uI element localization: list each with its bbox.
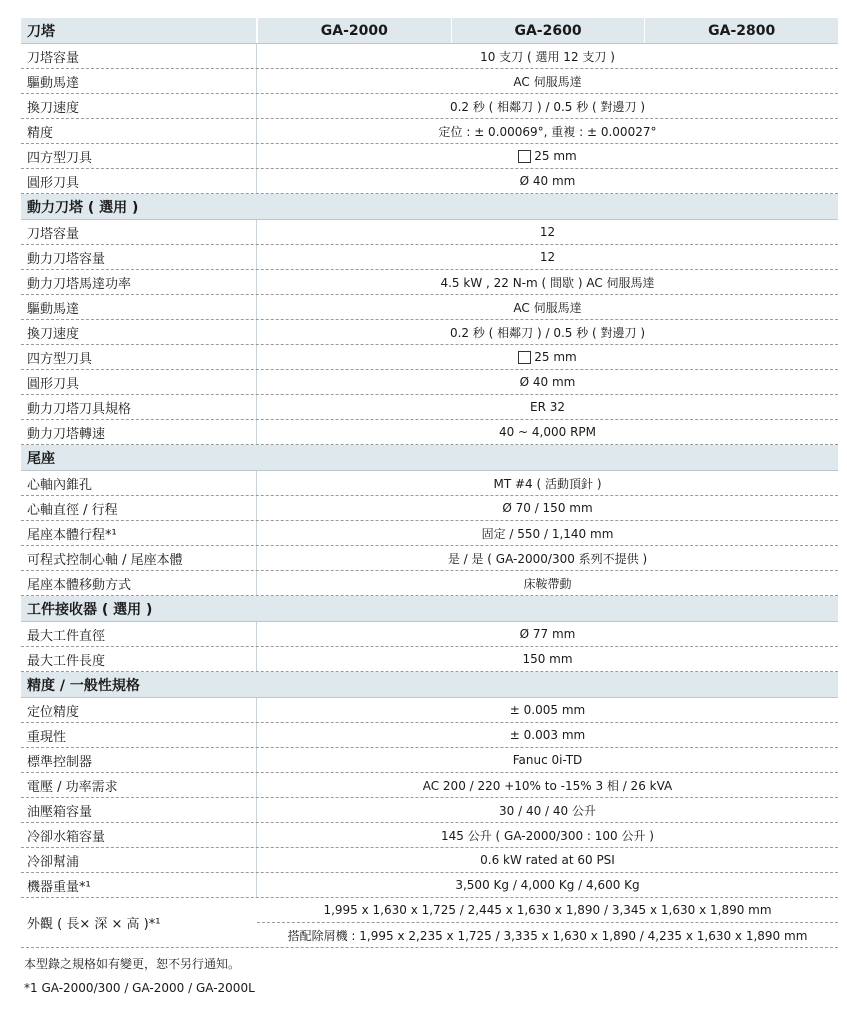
row-label: 圓形刀具 [21, 169, 257, 193]
table-row [21, 773, 838, 798]
row-value-text: Ø 77 mm [519, 627, 576, 641]
row-value-text: 150 mm [522, 652, 573, 666]
row-value-text: 40 ~ 4,000 RPM [498, 425, 597, 439]
row-value [257, 144, 838, 168]
table-row [21, 144, 838, 169]
table-header [21, 18, 838, 44]
row-label: 動力刀塔刀具規格 [21, 395, 257, 419]
row-label: 動力刀塔轉速 [21, 420, 257, 444]
row-value [257, 622, 838, 646]
table-row [21, 798, 838, 823]
row-label: 尾座本體移動方式 [21, 571, 257, 595]
section-header [21, 672, 838, 698]
row-value [257, 370, 838, 394]
row-label: 冷卻水箱容量 [21, 823, 257, 847]
row-value [257, 798, 838, 822]
row-value [257, 270, 838, 294]
row-value-text: 床鞍帶動 [523, 576, 572, 591]
row-value [257, 69, 838, 93]
square-icon [518, 351, 531, 364]
table-row [21, 546, 838, 571]
row-value-text: AC 伺服馬達 [513, 74, 582, 89]
row-value-text: Ø 40 mm [519, 174, 576, 188]
table-row [21, 698, 838, 723]
table-body [21, 44, 838, 898]
table-row [21, 320, 838, 345]
row-value [257, 345, 838, 369]
row-value-text: 30 / 40 / 40 公升 [499, 803, 596, 818]
table-row [21, 345, 838, 370]
model-ga-2800: GA-2800 [644, 18, 838, 43]
footnotes [24, 952, 255, 1000]
row-value-text: Ø 70 / 150 mm [502, 501, 593, 515]
section-header [21, 445, 838, 471]
row-label: 刀塔容量 [21, 44, 257, 68]
row-value-text: 定位 : ± 0.00069°, 重複 : ± 0.00027° [438, 124, 657, 139]
row-label: 尾座本體行程*¹ [21, 521, 257, 545]
row-label: 換刀速度 [21, 320, 257, 344]
section-header [21, 596, 838, 622]
table-row [21, 220, 838, 245]
row-label: 電壓 / 功率需求 [21, 773, 257, 797]
row-value-text: 12 [539, 250, 556, 264]
row-value [257, 94, 838, 118]
row-label: 驅動馬達 [21, 295, 257, 319]
appearance-row [21, 898, 838, 948]
table-row [21, 496, 838, 521]
row-value [257, 698, 838, 722]
row-value-text: 4.5 kW , 22 N-m ( 間歇 ) AC 伺服馬達 [440, 275, 655, 290]
table-row [21, 748, 838, 773]
section-header [21, 194, 838, 220]
row-value [257, 44, 838, 68]
table-row [21, 420, 838, 445]
table-row [21, 395, 838, 420]
row-label: 標準控制器 [21, 748, 257, 772]
row-value [257, 723, 838, 747]
row-value [257, 823, 838, 847]
table-row [21, 521, 838, 546]
row-value-text: AC 200 / 220 +10% to -15% 3 相 / 26 kVA [422, 778, 673, 793]
row-value-text: 25 mm [534, 149, 577, 163]
row-value-text: ± 0.003 mm [509, 728, 586, 742]
row-label: 最大工件直徑 [21, 622, 257, 646]
table-row [21, 471, 838, 496]
row-value [257, 471, 838, 495]
row-value [257, 320, 838, 344]
row-value-text: ± 0.005 mm [509, 703, 586, 717]
row-value [257, 220, 838, 244]
table-row [21, 723, 838, 748]
table-row [21, 94, 838, 119]
row-value-text: 0.2 秒 ( 相鄰刀 ) / 0.5 秒 ( 對邊刀 ) [449, 325, 646, 340]
model-ga-2000: GA-2000 [257, 18, 451, 43]
row-value-text: AC 伺服馬達 [513, 300, 582, 315]
square-icon [518, 150, 531, 163]
row-label: 定位精度 [21, 698, 257, 722]
header-label: 刀塔 [21, 18, 257, 43]
row-value [257, 169, 838, 193]
row-value-text: 12 [539, 225, 556, 239]
row-label: 心軸直徑 / 行程 [21, 496, 257, 520]
row-value-text: Ø 40 mm [519, 375, 576, 389]
footnote-model-list: *1 GA-2000/300 / GA-2000 / GA-2000L [24, 981, 255, 995]
table-row [21, 848, 838, 873]
row-label: 冷卻幫浦 [21, 848, 257, 872]
row-label: 四方型刀具 [21, 144, 257, 168]
row-label: 動力刀塔容量 [21, 245, 257, 269]
table-row [21, 44, 838, 69]
row-value [257, 748, 838, 772]
row-label: 機器重量*¹ [21, 873, 257, 897]
row-label: 重現性 [21, 723, 257, 747]
row-value [257, 647, 838, 671]
table-row [21, 647, 838, 672]
row-value [257, 873, 838, 897]
row-label: 心軸內錐孔 [21, 471, 257, 495]
table-row [21, 823, 838, 848]
appearance-line-1: 1,995 x 1,630 x 1,725 / 2,445 x 1,630 x 1,890 / 3,345 x 1,630 x 1,890 mm [257, 898, 838, 923]
table-row [21, 622, 838, 647]
table-row [21, 169, 838, 194]
row-value [257, 420, 838, 444]
table-row [21, 270, 838, 295]
row-value [257, 521, 838, 545]
row-value [257, 395, 838, 419]
row-value-text: 是 / 是 ( GA-2000/300 系列不提供 ) [447, 551, 648, 566]
table-row [21, 370, 838, 395]
section-title: 工件接收器 ( 選用 ) [27, 601, 153, 618]
row-label: 最大工件長度 [21, 647, 257, 671]
row-value-text: 145 公升 ( GA-2000/300 : 100 公升 ) [441, 828, 654, 843]
row-label: 換刀速度 [21, 94, 257, 118]
table-row [21, 69, 838, 94]
row-value [257, 496, 838, 520]
table-row [21, 295, 838, 320]
row-value-text: 3,500 Kg / 4,000 Kg / 4,600 Kg [455, 878, 640, 892]
row-value [257, 571, 838, 595]
appearance-line-2: 搭配除屑機 : 1,995 x 2,235 x 1,725 / 3,335 x 1,630 x 1,890 / 4,235 x 1,630 x 1,890 mm [287, 928, 808, 943]
table-row [21, 873, 838, 898]
row-label: 油壓箱容量 [21, 798, 257, 822]
row-value-text: 0.6 kW rated at 60 PSI [480, 853, 615, 867]
row-value [257, 848, 838, 872]
table-row [21, 119, 838, 144]
row-label: 精度 [21, 119, 257, 143]
row-value-text: 10 支刀 ( 選用 12 支刀 ) [480, 49, 615, 64]
table-row [21, 245, 838, 270]
row-value-text: 0.2 秒 ( 相鄰刀 ) / 0.5 秒 ( 對邊刀 ) [449, 99, 646, 114]
row-label: 驅動馬達 [21, 69, 257, 93]
row-value [257, 119, 838, 143]
row-label: 四方型刀具 [21, 345, 257, 369]
table-row [21, 571, 838, 596]
section-title: 動力刀塔 ( 選用 ) [27, 199, 139, 216]
row-value-text: Fanuc 0i-TD [512, 753, 583, 767]
row-value-text: MT #4 ( 活動頂針 ) [493, 476, 602, 491]
appearance-label: 外觀 ( 長× 深 × 高 )*¹ [21, 898, 257, 947]
row-value-text: 固定 / 550 / 1,140 mm [481, 526, 614, 541]
row-label: 刀塔容量 [21, 220, 257, 244]
row-value-text: ER 32 [529, 400, 565, 414]
row-value-text: 25 mm [534, 350, 577, 364]
row-value [257, 546, 838, 570]
model-ga-2600: GA-2600 [451, 18, 645, 43]
row-value [257, 245, 838, 269]
spec-table [21, 18, 838, 948]
row-value [257, 773, 838, 797]
section-title: 尾座 [27, 450, 55, 467]
row-label: 動力刀塔馬達功率 [21, 270, 257, 294]
row-label: 可程式控制心軸 / 尾座本體 [21, 546, 257, 570]
row-value [257, 295, 838, 319]
footnote-disclaimer: 本型錄之規格如有變更，恕不另行通知。 [24, 957, 241, 971]
row-label: 圓形刀具 [21, 370, 257, 394]
section-title: 精度 / 一般性規格 [27, 677, 140, 694]
